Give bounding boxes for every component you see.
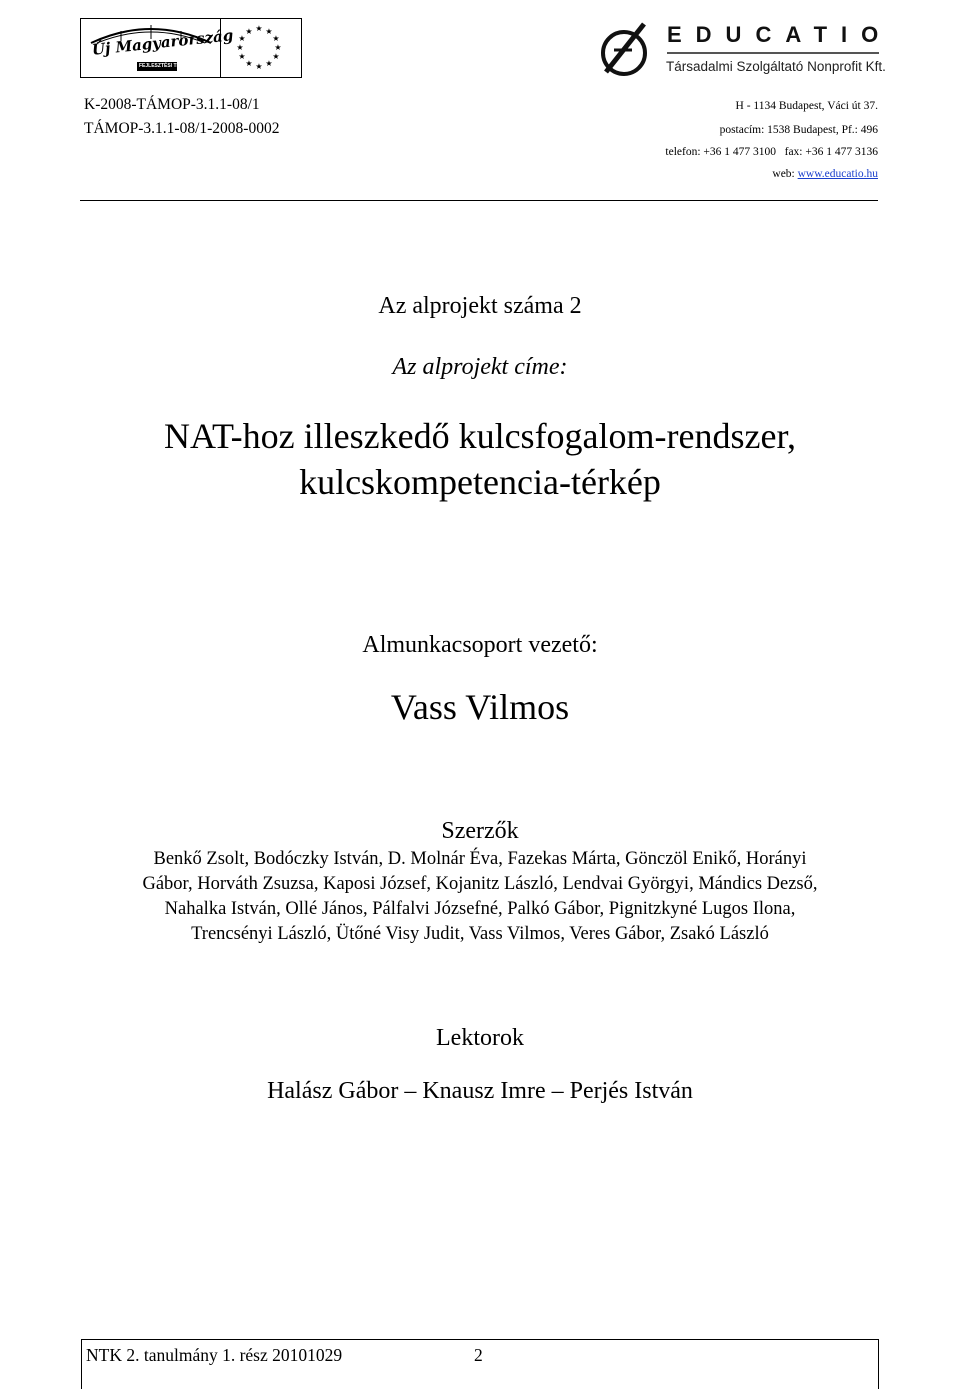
leader-label: Almunkacsoport vezető: xyxy=(362,632,598,658)
uj-magyarorszag-logo xyxy=(81,19,235,77)
svg-text:★: ★ xyxy=(236,43,244,52)
svg-text:★: ★ xyxy=(238,52,246,61)
eu-stars-icon xyxy=(221,19,301,76)
authors-heading: Szerzők xyxy=(441,818,519,844)
phone-fax: telefon: +36 1 477 3100 fax: +36 1 477 3136 xyxy=(665,146,878,158)
svg-text:★: ★ xyxy=(272,34,280,43)
subproject-title-label: Az alprojekt címe: xyxy=(392,354,568,380)
svg-text:★: ★ xyxy=(265,59,273,68)
svg-text:★: ★ xyxy=(245,27,253,36)
educatio-subtitle: Társadalmi Szolgáltató Nonprofit Kft. xyxy=(666,59,886,74)
svg-text:★: ★ xyxy=(274,43,282,52)
logo-um-text: Új Magyarország xyxy=(91,26,235,59)
svg-text:★: ★ xyxy=(272,52,280,61)
educatio-logo xyxy=(592,20,893,80)
educatio-emblem-icon xyxy=(592,20,662,82)
authors-line-4: Trencsényi László, Ütőné Visy Judit, Vass Vilmos, Veres Gábor, Zsakó László xyxy=(191,924,769,944)
postal-address: postacím: 1538 Budapest, Pf.: 496 xyxy=(719,124,878,136)
leader-name: Vass Vilmos xyxy=(390,687,570,727)
svg-text:★: ★ xyxy=(255,24,263,33)
ref-line-1: K-2008-TÁMOP-3.1.1-08/1 xyxy=(84,96,260,113)
header-logos xyxy=(80,18,302,78)
authors-line-1: Benkő Zsolt, Bodóczky István, D. Molnár Éva, Fazekas Márta, Gönczöl Enikő, Horányi xyxy=(153,849,807,869)
educatio-divider xyxy=(667,52,879,54)
web-link[interactable]: www.educatio.hu xyxy=(797,168,878,180)
svg-text:★: ★ xyxy=(245,59,253,68)
svg-text:★: ★ xyxy=(265,27,273,36)
ref-line-2: TÁMOP-3.1.1-08/1-2008-0002 xyxy=(84,120,280,137)
authors-line-3: Nahalka István, Ollé János, Pálfalvi Józsefné, Palkó Gábor, Pignitzkyné Lugos Ilona, xyxy=(164,899,796,919)
main-title-line-2: kulcskompetencia-térkép xyxy=(299,462,661,502)
main-title-line-1: NAT-hoz illeszkedő kulcsfogalom-rendszer, xyxy=(163,416,797,456)
svg-text:★: ★ xyxy=(255,62,263,71)
reviewers-heading: Lektorok xyxy=(436,1025,524,1051)
authors-line-2: Gábor, Horváth Zsuzsa, Kaposi József, Kojanitz László, Lendvai Györgyi, Mándics Dezső, xyxy=(142,874,818,894)
footer-text: NTK 2. tanulmány 1. rész 20101029 xyxy=(86,1345,343,1365)
web-label: web: xyxy=(772,168,795,180)
reviewers-names: Halász Gábor – Knausz Imre – Perjés István xyxy=(267,1078,693,1104)
page-number: 2 xyxy=(474,1345,483,1365)
logo-um-sub: FEJLESZTÉSI TERV xyxy=(139,63,187,69)
header-rule xyxy=(80,200,878,201)
address: H - 1134 Budapest, Váci út 37. xyxy=(735,100,878,112)
web-line xyxy=(772,168,878,180)
educatio-name: EDUCATIO xyxy=(667,22,893,47)
subproject-number: Az alprojekt száma 2 xyxy=(378,293,582,319)
svg-text:★: ★ xyxy=(238,34,246,43)
